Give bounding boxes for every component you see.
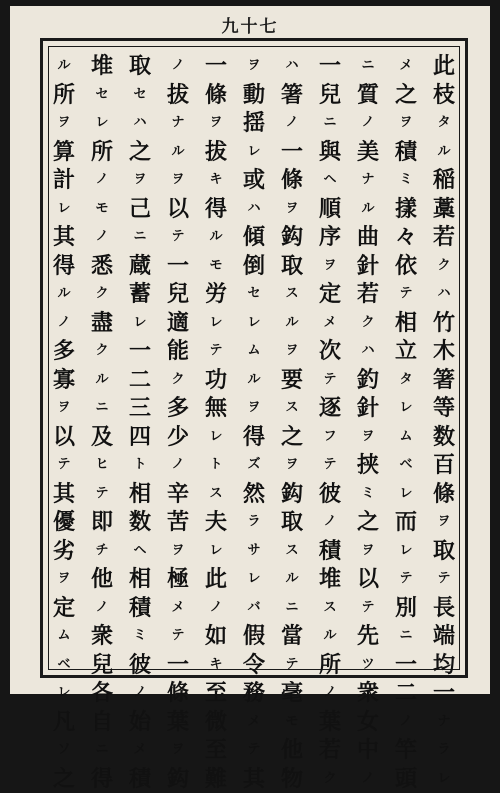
glyph: ツ	[354, 651, 382, 680]
glyph: ラ	[240, 508, 268, 537]
text-column	[126, 52, 154, 652]
glyph: 條	[278, 166, 306, 195]
glyph: 積	[126, 594, 154, 623]
glyph: チ	[88, 537, 116, 566]
glyph: 自	[88, 708, 116, 737]
glyph: 與	[316, 138, 344, 167]
glyph: フ	[316, 423, 344, 452]
text-column	[354, 52, 382, 652]
glyph: ヲ	[354, 423, 382, 452]
glyph: 辛	[164, 480, 192, 509]
glyph: 数	[430, 423, 458, 452]
glyph: 端	[430, 622, 458, 651]
glyph: ハ	[278, 52, 306, 81]
glyph: ノ	[316, 679, 344, 708]
glyph: ミ	[392, 166, 420, 195]
glyph: 堆	[88, 52, 116, 81]
glyph: 以	[354, 565, 382, 594]
glyph: 凡	[50, 708, 78, 737]
glyph: 長	[430, 594, 458, 623]
glyph: 所	[50, 81, 78, 110]
glyph: 曲	[354, 223, 382, 252]
glyph: サ	[240, 537, 268, 566]
glyph: 物	[278, 765, 306, 793]
glyph: 女	[354, 708, 382, 737]
glyph: 此	[430, 52, 458, 81]
glyph: ル	[202, 223, 230, 252]
glyph: ベ	[392, 451, 420, 480]
glyph: 釣	[354, 366, 382, 395]
glyph: ヲ	[50, 565, 78, 594]
glyph: 毫	[278, 679, 306, 708]
glyph: ノ	[50, 309, 78, 338]
glyph: 他	[278, 736, 306, 765]
glyph: ル	[164, 138, 192, 167]
glyph: 所	[88, 138, 116, 167]
glyph: キ	[202, 166, 230, 195]
glyph: 先	[354, 622, 382, 651]
glyph: 之	[278, 423, 306, 452]
glyph: 次	[316, 337, 344, 366]
glyph: 竿	[392, 736, 420, 765]
glyph: 彼	[316, 480, 344, 509]
glyph: 之	[126, 138, 154, 167]
glyph: テ	[392, 565, 420, 594]
glyph: レ	[88, 109, 116, 138]
glyph: 若	[430, 223, 458, 252]
glyph: 取	[430, 537, 458, 566]
glyph: ヲ	[354, 537, 382, 566]
glyph: ニ	[88, 394, 116, 423]
glyph: 相	[126, 565, 154, 594]
glyph: ヲ	[240, 52, 268, 81]
glyph: ノ	[354, 765, 382, 793]
text-column	[316, 52, 344, 652]
glyph: 己	[126, 195, 154, 224]
glyph: テ	[50, 451, 78, 480]
glyph: ス	[278, 280, 306, 309]
glyph: ニ	[88, 736, 116, 765]
glyph: 極	[164, 565, 192, 594]
glyph: ム	[392, 423, 420, 452]
glyph: タ	[430, 109, 458, 138]
glyph: 中	[354, 736, 382, 765]
glyph: ナ	[430, 708, 458, 737]
glyph: 一	[164, 252, 192, 281]
glyph: ノ	[278, 109, 306, 138]
glyph: 積	[126, 765, 154, 793]
glyph: テ	[316, 451, 344, 480]
glyph: 一	[278, 138, 306, 167]
glyph: ク	[88, 337, 116, 366]
glyph: ヲ	[240, 394, 268, 423]
glyph: 無	[202, 394, 230, 423]
glyph: ニ	[392, 622, 420, 651]
glyph: 當	[278, 622, 306, 651]
glyph: 務	[240, 679, 268, 708]
glyph: 動	[240, 81, 268, 110]
glyph: ヲ	[430, 508, 458, 537]
glyph: ム	[50, 622, 78, 651]
glyph: 之	[392, 81, 420, 110]
glyph: ル	[50, 280, 78, 309]
glyph: 倒	[240, 252, 268, 281]
glyph: 二	[126, 366, 154, 395]
glyph: セ	[240, 280, 268, 309]
text-column	[240, 52, 268, 652]
glyph: 之	[50, 765, 78, 793]
glyph: 積	[392, 138, 420, 167]
glyph: 一	[392, 651, 420, 680]
glyph: モ	[88, 195, 116, 224]
glyph: ヒ	[88, 451, 116, 480]
glyph: メ	[126, 736, 154, 765]
glyph: 鈎	[278, 223, 306, 252]
glyph: 夫	[202, 508, 230, 537]
glyph: ヲ	[316, 252, 344, 281]
glyph: 以	[50, 423, 78, 452]
glyph: メ	[240, 708, 268, 737]
glyph: 百	[430, 451, 458, 480]
glyph: 得	[88, 765, 116, 793]
glyph: テ	[392, 280, 420, 309]
glyph: 㨾	[392, 195, 420, 224]
glyph: 等	[430, 394, 458, 423]
glyph: 之	[354, 508, 382, 537]
glyph: 兒	[164, 280, 192, 309]
glyph: 定	[50, 594, 78, 623]
glyph: 即	[88, 508, 116, 537]
glyph: テ	[430, 565, 458, 594]
glyph: レ	[430, 765, 458, 793]
glyph: ス	[278, 394, 306, 423]
glyph: ル	[316, 622, 344, 651]
glyph: 取	[278, 252, 306, 281]
glyph: 頭	[392, 765, 420, 793]
glyph: 堆	[316, 565, 344, 594]
glyph: 順	[316, 195, 344, 224]
glyph: メ	[392, 52, 420, 81]
glyph: ル	[430, 138, 458, 167]
glyph: 盡	[88, 309, 116, 338]
glyph: 條	[202, 81, 230, 110]
glyph: 得	[50, 252, 78, 281]
glyph: ノ	[202, 594, 230, 623]
glyph: 均	[430, 651, 458, 680]
glyph: ク	[354, 309, 382, 338]
glyph: モ	[278, 708, 306, 737]
glyph: 一	[164, 651, 192, 680]
glyph: 或	[240, 166, 268, 195]
glyph: 其	[50, 480, 78, 509]
glyph: 美	[354, 138, 382, 167]
glyph: ス	[316, 594, 344, 623]
glyph: 鈎	[278, 480, 306, 509]
glyph: レ	[126, 309, 154, 338]
glyph: 逐	[316, 394, 344, 423]
glyph: ヲ	[278, 451, 306, 480]
glyph: 而	[392, 508, 420, 537]
glyph: ク	[164, 366, 192, 395]
glyph: 若	[354, 280, 382, 309]
glyph: 相	[392, 309, 420, 338]
glyph: テ	[164, 622, 192, 651]
glyph: ミ	[126, 622, 154, 651]
vertical-text-body	[50, 52, 458, 652]
glyph: ノ	[392, 708, 420, 737]
glyph: ヲ	[392, 109, 420, 138]
glyph: 葉	[316, 708, 344, 737]
glyph: 至	[202, 679, 230, 708]
glyph: ナ	[164, 109, 192, 138]
glyph: 令	[240, 651, 268, 680]
glyph: ヲ	[164, 736, 192, 765]
glyph: ル	[354, 195, 382, 224]
glyph: レ	[202, 423, 230, 452]
glyph: 多	[164, 394, 192, 423]
glyph: レ	[50, 679, 78, 708]
glyph: テ	[240, 736, 268, 765]
glyph: 質	[354, 81, 382, 110]
glyph: 算	[50, 138, 78, 167]
glyph: レ	[240, 138, 268, 167]
text-column	[164, 52, 192, 652]
glyph: 優	[50, 508, 78, 537]
glyph: ヲ	[50, 394, 78, 423]
glyph: テ	[278, 651, 306, 680]
glyph: ク	[88, 280, 116, 309]
glyph: 拔	[164, 81, 192, 110]
glyph: 得	[240, 423, 268, 452]
glyph: 能	[164, 337, 192, 366]
glyph: ノ	[316, 508, 344, 537]
glyph: メ	[316, 309, 344, 338]
glyph: ノ	[354, 109, 382, 138]
glyph: ル	[240, 366, 268, 395]
glyph: 及	[88, 423, 116, 452]
glyph: ヘ	[126, 537, 154, 566]
glyph: 拔	[202, 138, 230, 167]
glyph: 蓄	[126, 280, 154, 309]
glyph: 一	[430, 679, 458, 708]
glyph: 三	[126, 394, 154, 423]
glyph: ソ	[50, 736, 78, 765]
glyph: 苦	[164, 508, 192, 537]
glyph: 兒	[88, 651, 116, 680]
glyph: 其	[240, 765, 268, 793]
glyph: 立	[392, 337, 420, 366]
glyph: 鈎	[164, 765, 192, 793]
glyph: 一	[202, 52, 230, 81]
glyph: テ	[354, 594, 382, 623]
glyph: ル	[278, 565, 306, 594]
glyph: 々	[392, 223, 420, 252]
glyph: ベ	[50, 651, 78, 680]
glyph: 難	[202, 765, 230, 793]
glyph: 彼	[126, 651, 154, 680]
glyph: セ	[126, 81, 154, 110]
glyph: テ	[88, 480, 116, 509]
glyph: レ	[202, 537, 230, 566]
text-column	[278, 52, 306, 652]
glyph: 一	[316, 52, 344, 81]
glyph: 箸	[278, 81, 306, 110]
glyph: ズ	[240, 451, 268, 480]
glyph: 衆	[88, 622, 116, 651]
glyph: 衆	[354, 679, 382, 708]
text-column	[430, 52, 458, 652]
glyph: 序	[316, 223, 344, 252]
glyph: 少	[164, 423, 192, 452]
glyph: 至	[202, 736, 230, 765]
glyph: 要	[278, 366, 306, 395]
glyph: 寡	[50, 366, 78, 395]
glyph: ニ	[126, 223, 154, 252]
glyph: 針	[354, 394, 382, 423]
glyph: 依	[392, 252, 420, 281]
glyph: ノ	[126, 679, 154, 708]
glyph: ト	[202, 451, 230, 480]
text-column	[202, 52, 230, 652]
glyph: 條	[430, 480, 458, 509]
glyph: 藁	[430, 195, 458, 224]
glyph: 蔵	[126, 252, 154, 281]
glyph: ヲ	[164, 166, 192, 195]
glyph: 劣	[50, 537, 78, 566]
glyph: レ	[240, 309, 268, 338]
glyph: ス	[278, 537, 306, 566]
glyph: ニ	[278, 594, 306, 623]
glyph: 條	[164, 679, 192, 708]
text-column	[50, 52, 78, 652]
page-number: 九十七	[0, 12, 500, 37]
glyph: 二	[392, 679, 420, 708]
glyph: 若	[316, 736, 344, 765]
glyph: 相	[126, 480, 154, 509]
glyph: ニ	[316, 109, 344, 138]
glyph: 微	[202, 708, 230, 737]
glyph: ヲ	[278, 195, 306, 224]
glyph: ノ	[164, 451, 192, 480]
glyph: 其	[50, 223, 78, 252]
glyph: レ	[202, 309, 230, 338]
glyph: レ	[50, 195, 78, 224]
glyph: メ	[164, 594, 192, 623]
glyph: 針	[354, 252, 382, 281]
glyph: 定	[316, 280, 344, 309]
glyph: レ	[240, 565, 268, 594]
glyph: 然	[240, 480, 268, 509]
glyph: テ	[202, 337, 230, 366]
glyph: 一	[126, 337, 154, 366]
glyph: 假	[240, 622, 268, 651]
glyph: ス	[202, 480, 230, 509]
glyph: 箸	[430, 366, 458, 395]
glyph: 傾	[240, 223, 268, 252]
glyph: 四	[126, 423, 154, 452]
glyph: 数	[126, 508, 154, 537]
glyph: 取	[126, 52, 154, 81]
glyph: テ	[316, 366, 344, 395]
glyph: ク	[316, 765, 344, 793]
glyph: モ	[202, 252, 230, 281]
glyph: ハ	[430, 280, 458, 309]
glyph: ト	[126, 451, 154, 480]
glyph: ハ	[354, 337, 382, 366]
glyph: 各	[88, 679, 116, 708]
glyph: ム	[240, 337, 268, 366]
glyph: ル	[278, 309, 306, 338]
glyph: セ	[88, 81, 116, 110]
glyph: 多	[50, 337, 78, 366]
glyph: ラ	[430, 736, 458, 765]
glyph: レ	[392, 537, 420, 566]
glyph: ハ	[126, 109, 154, 138]
glyph: レ	[392, 394, 420, 423]
glyph: ヲ	[202, 109, 230, 138]
glyph: 計	[50, 166, 78, 195]
text-column	[392, 52, 420, 652]
glyph: 稲	[430, 166, 458, 195]
glyph: レ	[392, 480, 420, 509]
glyph: 適	[164, 309, 192, 338]
glyph: 揺	[240, 109, 268, 138]
glyph: テ	[164, 223, 192, 252]
glyph: ル	[88, 366, 116, 395]
glyph: ナ	[354, 166, 382, 195]
glyph: ニ	[354, 52, 382, 81]
glyph: ミ	[354, 480, 382, 509]
glyph: 取	[278, 508, 306, 537]
glyph: 竹	[430, 309, 458, 338]
glyph: ノ	[88, 594, 116, 623]
glyph: キ	[202, 651, 230, 680]
glyph: 木	[430, 337, 458, 366]
glyph: 別	[392, 594, 420, 623]
glyph: ル	[50, 52, 78, 81]
glyph: ノ	[88, 223, 116, 252]
glyph: 所	[316, 651, 344, 680]
glyph: 他	[88, 565, 116, 594]
glyph: 如	[202, 622, 230, 651]
glyph: 悉	[88, 252, 116, 281]
glyph: ノ	[88, 166, 116, 195]
glyph: 此	[202, 565, 230, 594]
glyph: 労	[202, 280, 230, 309]
glyph: 挟	[354, 451, 382, 480]
glyph: 葉	[164, 708, 192, 737]
glyph: ヲ	[164, 537, 192, 566]
text-column	[88, 52, 116, 652]
glyph: 以	[164, 195, 192, 224]
glyph: ハ	[240, 195, 268, 224]
glyph: ノ	[164, 52, 192, 81]
glyph: 功	[202, 366, 230, 395]
glyph: 枝	[430, 81, 458, 110]
glyph: ヲ	[50, 109, 78, 138]
glyph: 積	[316, 537, 344, 566]
glyph: 得	[202, 195, 230, 224]
glyph: ヲ	[126, 166, 154, 195]
glyph: バ	[240, 594, 268, 623]
glyph: ヘ	[316, 166, 344, 195]
glyph: タ	[392, 366, 420, 395]
glyph: ク	[430, 252, 458, 281]
glyph: ヲ	[278, 337, 306, 366]
glyph: 始	[126, 708, 154, 737]
glyph: 兒	[316, 81, 344, 110]
